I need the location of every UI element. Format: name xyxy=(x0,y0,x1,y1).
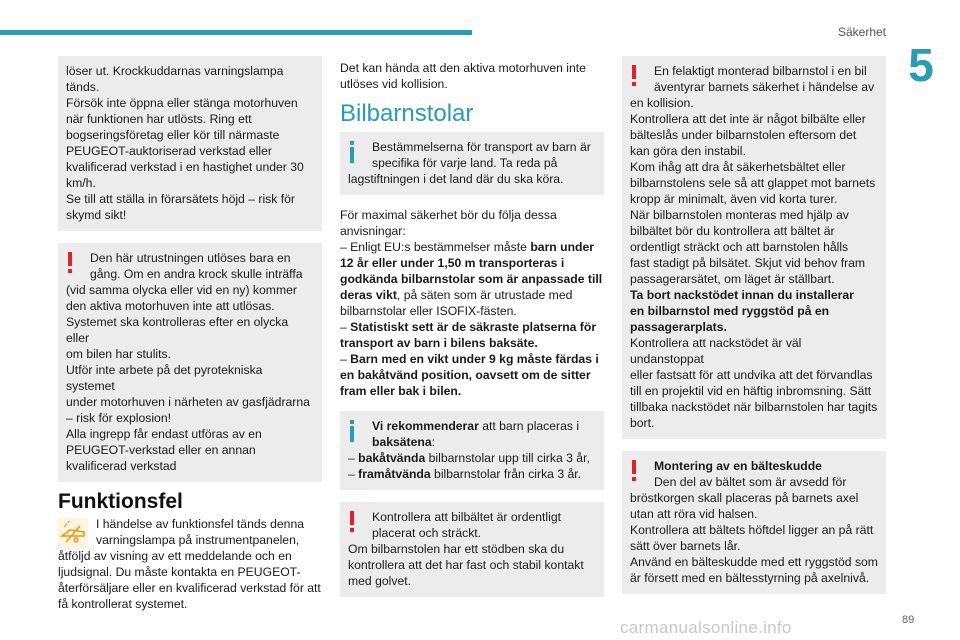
warning-line: Kontrollera att nackstödet är väl undanstoppat xyxy=(630,336,802,366)
warning-line: fast stadigt på bilsätet. Skjut vid behov fram xyxy=(630,256,866,270)
intro-line: utlöses vid kollision. xyxy=(340,77,448,91)
fault-text xyxy=(58,548,322,612)
note-line: löser ut. Krockkuddarnas varningslampa xyxy=(66,64,284,78)
warning-line: under motorhuven i närheten av gasfjädrarna xyxy=(66,395,310,409)
warning-line: till en projektil vid en häftig inbromsning. Sätt xyxy=(630,384,872,398)
info-text-intro xyxy=(348,139,596,171)
section-title: Säkerhet xyxy=(837,25,886,39)
column-3 xyxy=(622,56,886,594)
note-line: Försök inte öppna eller stänga motorhuven xyxy=(66,96,298,110)
rule-3: – Barn med en vikt under 9 kg måste färdas i en bakåtvänd position, oavsett om de sitter fram eller bak i bilen. xyxy=(340,352,599,398)
warning-line: placerat och sträckt. xyxy=(372,526,482,540)
warning-line: En felaktigt monterad bilbarnstol i en bil xyxy=(654,64,867,78)
note-line: km/h. xyxy=(66,176,96,190)
warning-text-intro xyxy=(66,250,314,282)
warning-text-intro xyxy=(630,63,878,95)
exclamation-icon xyxy=(348,511,356,533)
warning-line: Den här utrustningen utlöses bara en xyxy=(90,251,291,265)
rules-intro-line: För maximal säkerhet bör du följa dessa xyxy=(340,208,557,222)
warning-line: en kollision. xyxy=(630,96,694,110)
fault-heading: Funktionsfel xyxy=(58,490,183,513)
fault-line: I händelse av funktionsfel tänds denna xyxy=(96,517,305,531)
note-line: Se till att ställa in förarsätets höjd – risk för xyxy=(66,192,295,206)
rule-1: – Enligt EU:s bestämmelser måste barn under 12 år eller under 1,50 m transporteras i godkända bilbarnstolar som är anpassade till deras vikt, på säten som är utrustade med bilbarnstolar eller ISOFIX-fästen. xyxy=(340,240,603,318)
warning-line: Om bilbarnstolen har ett stödben ska du xyxy=(348,542,565,556)
watermark: carmanualsonline.info xyxy=(620,618,792,637)
warning-box-booster xyxy=(622,451,886,594)
intro-line: Det kan hända att den aktiva motorhuven inte xyxy=(340,61,586,75)
warning-line: den aktiva motorhuven inte att utlösas. xyxy=(66,299,275,313)
recommendation-item-1: – bakåtvända bilbarnstolar upp till cirka 3 år, xyxy=(348,451,590,465)
info-box-recommendation xyxy=(340,411,604,490)
fault-line: varningslampa på instrumentpanelen, xyxy=(96,533,300,547)
rules-intro xyxy=(340,207,604,239)
warning-text xyxy=(66,282,314,474)
fault-line: återförsäljare eller en kvalificerad verkstad för att xyxy=(58,581,321,595)
chapter-number: 5 xyxy=(908,39,934,91)
warning-line: När bilbarnstolen monteras med hjälp av xyxy=(630,208,849,222)
warning-line: kvalificerad verkstad xyxy=(66,459,177,473)
warning-text-bold xyxy=(630,287,878,335)
warning-box-belt xyxy=(340,502,604,597)
exclamation-icon xyxy=(66,252,74,274)
warning-line: bälteslås under bilbarnstolen eftersom det xyxy=(630,128,857,142)
warning-line: bilbarnstolens sele så att glappet mot barnets xyxy=(630,176,876,190)
warning-line: är försett med en bältesstyrning på axelnivå. xyxy=(630,571,870,585)
note-line: skymd sikt! xyxy=(66,208,127,222)
fault-section xyxy=(58,490,322,612)
warning-bold-line: Ta bort nackstödet innan du installerar xyxy=(630,288,854,302)
fault-text-intro xyxy=(58,516,322,548)
warning-line: Kontrollera att det inte är något bilbälte eller xyxy=(630,112,866,126)
note-line: bogseringsföretag eller kör till närmaste xyxy=(66,128,280,142)
warning-bold-line: en bilbarnstol med ryggstöd på en xyxy=(630,304,830,318)
warning-line: bröstkorgen skall placeras på barnets axel xyxy=(630,491,859,505)
warning-line: Utför inte arbete på det pyrotekniska systemet xyxy=(66,363,263,393)
warning-line: passagerarsätet, om läget är ställbart. xyxy=(630,272,835,286)
warning-line: om bilen har stulits. xyxy=(66,347,171,361)
warning-line: kropp är minimalt, även vid korta turer. xyxy=(630,192,838,206)
warning-line: Systemet ska kontrolleras efter en olycka eller xyxy=(66,315,289,345)
note-line: PEUGEOT-auktoriserad verkstad eller xyxy=(66,144,272,158)
intro-text xyxy=(340,60,604,92)
warning-text-intro xyxy=(348,509,596,541)
warning-line: ordentligt sträckt och att barnstolen hålls xyxy=(630,240,849,254)
warning-line: bilbältet bör du kontrollera att bältet är xyxy=(630,224,835,238)
page-number: 89 xyxy=(902,614,915,626)
warning-line: kan göra den instabil. xyxy=(630,144,746,158)
info-box-regulations xyxy=(340,132,604,195)
header-accent-bar xyxy=(0,30,472,35)
info-icon xyxy=(348,141,356,163)
warning-line: bort. xyxy=(630,416,655,430)
warning-line: Använd en bälteskudde med ett ryggstöd som xyxy=(630,555,878,569)
note-line: kvalificerad verkstad i en hastighet under 30 xyxy=(66,160,304,174)
exclamation-icon xyxy=(630,65,638,87)
heading-child-seats: Bilbarnstolar xyxy=(340,100,474,127)
warning-line: Alla ingrepp får endast utföras av en xyxy=(66,427,262,441)
info-icon xyxy=(348,420,356,442)
note-box-hood xyxy=(58,56,322,231)
column-2 xyxy=(340,60,604,597)
warning-line: utan att röra vid halsen. xyxy=(630,507,758,521)
fault-line: ljudsignal. Du måste kontakta en PEUGEOT- xyxy=(58,565,301,579)
warning-line: Kontrollera att bältets höftdel ligger an på rätt xyxy=(630,523,874,537)
note-line: när funktionen har utlösts. Ring ett xyxy=(66,112,252,126)
warning-line: (vid samma olycka eller vid en ny) kommer xyxy=(66,283,297,297)
note-text xyxy=(66,63,314,223)
warning-bold-line: passagerarplats. xyxy=(630,320,727,334)
warning-text xyxy=(630,490,878,586)
rules-intro-line: anvisningar: xyxy=(340,224,406,238)
column-1 xyxy=(58,56,322,612)
warning-line: sätt över barnets lår. xyxy=(630,539,741,553)
warning-text xyxy=(630,95,878,287)
fault-line: åtföljd av visning av ett meddelande och en xyxy=(58,549,292,563)
recommendation-intro: Vi rekommenderar att barn placeras i baksätena: xyxy=(372,419,580,449)
info-line: specifika för varje land. Ta reda på xyxy=(372,156,558,170)
warning-box-installation xyxy=(622,56,886,439)
exclamation-icon xyxy=(630,460,638,482)
rules-section xyxy=(340,207,604,399)
note-line: tänds. xyxy=(66,80,100,94)
warning-line: eller fastsatt för att undvika att det förvandlas xyxy=(630,368,873,382)
info-text xyxy=(348,171,596,187)
warning-line: gång. Om en andra krock skulle inträffa xyxy=(90,267,303,281)
booster-heading: Montering av en bälteskudde Den del av bältet som är avsedd för xyxy=(654,459,847,489)
warning-line: Kontrollera att bilbältet är ordentligt xyxy=(372,510,562,524)
warning-line: med golvet. xyxy=(348,574,412,588)
hood-warning-lamp-icon xyxy=(58,518,88,548)
info-line: Bestämmelserna för transport av barn är xyxy=(372,140,591,154)
warning-line: äventyrar barnets säkerhet i händelse av xyxy=(654,80,875,94)
fault-line: få kontrollerat systemet. xyxy=(58,597,188,611)
warning-line: Kom ihåg att dra åt säkerhetsbältet eller xyxy=(630,160,846,174)
warning-box-pyrotechnic xyxy=(58,243,322,482)
warning-line: PEUGEOT-verkstad eller en annan xyxy=(66,443,256,457)
warning-line: tillbaka nackstödet när bilbarnstolen har tagits xyxy=(630,400,878,414)
rule-2: – Statistiskt sett är de säkraste platserna för transport av barn i bilens baksäte. xyxy=(340,320,597,350)
warning-line: kontrollera att det har fast och stabil kontakt xyxy=(348,558,584,572)
warning-text xyxy=(348,541,596,589)
warning-text-tail xyxy=(630,335,878,431)
recommendation-item-2: – framåtvända bilbarnstolar från cirka 3 år. xyxy=(348,467,582,481)
info-line: lagstiftningen i det land där du ska köra. xyxy=(348,172,564,186)
warning-line: – risk för explosion! xyxy=(66,411,171,425)
